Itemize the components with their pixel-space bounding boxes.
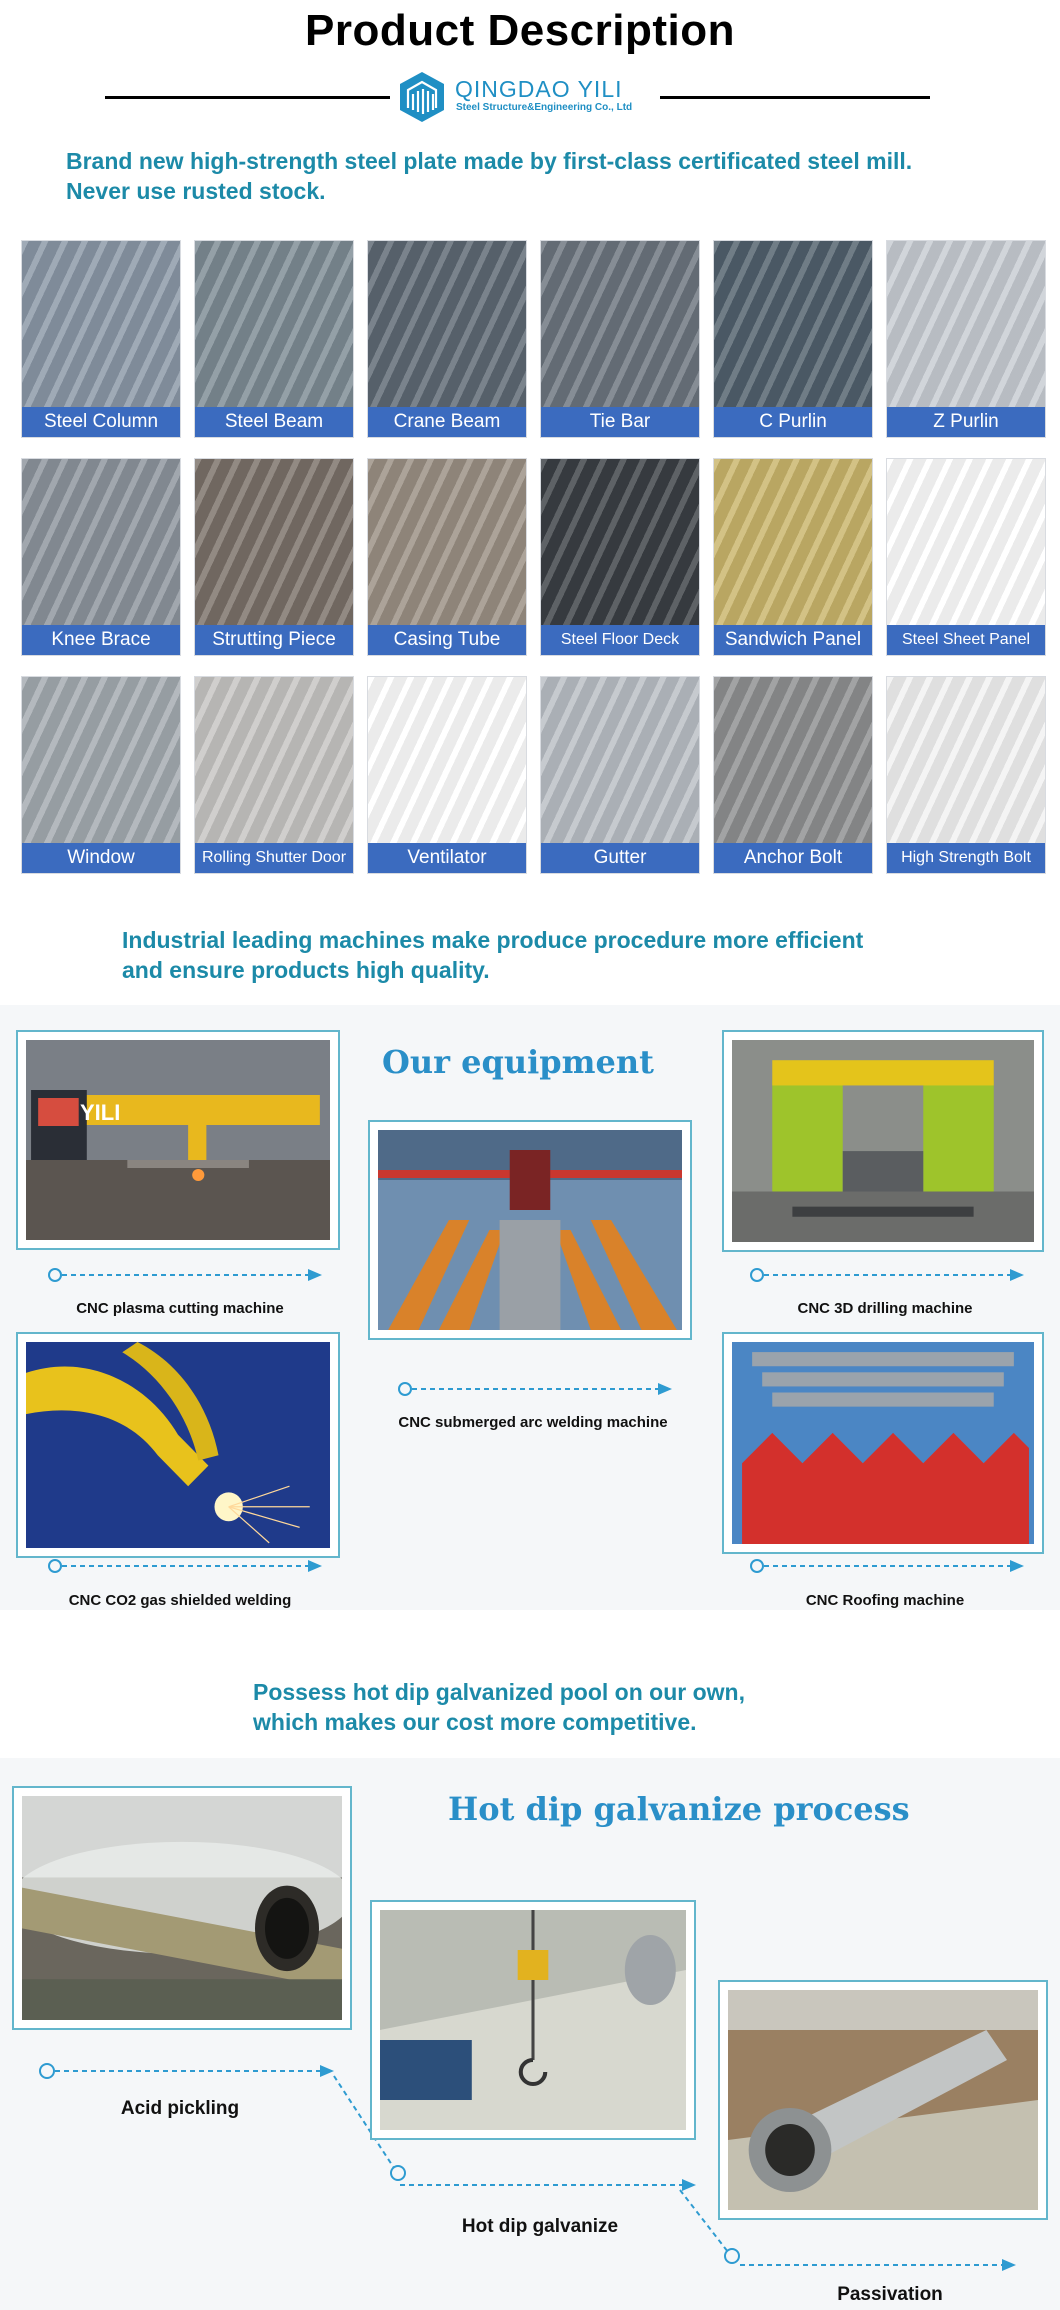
acid-pickling-icon — [22, 1796, 342, 2020]
ventilator-photo — [368, 677, 526, 843]
plasma-cutting-machine-icon — [26, 1040, 330, 1240]
casing-tube-photo — [368, 459, 526, 625]
product-card — [886, 240, 1046, 438]
product-label: Sandwich Panel — [714, 625, 872, 655]
submerged-arc-welding-photo — [368, 1120, 692, 1340]
product-card — [367, 458, 527, 656]
sandwich-panel-photo — [714, 459, 872, 625]
yili-machine-mark: YILI — [80, 1100, 121, 1125]
product-card — [713, 240, 873, 438]
product-card — [367, 240, 527, 438]
intro-quality-line-1: Brand new high-strength steel plate made by first-class certificated steel mill. — [66, 148, 913, 174]
caption-plasma-cutting: CNC plasma cutting machine — [76, 1300, 284, 1317]
acid-pickling-photo — [12, 1786, 352, 2030]
product-card — [194, 676, 354, 874]
caption-submerged-arc-welding: CNC submerged arc welding machine — [398, 1414, 668, 1431]
product-label: Ventilator — [368, 843, 526, 873]
product-card — [540, 676, 700, 874]
galvanize-title: Hot dip galvanize process — [448, 1790, 910, 1828]
product-label: Steel Sheet Panel — [887, 625, 1045, 655]
product-label: Rolling Shutter Door — [195, 843, 353, 873]
product-label: Anchor Bolt — [714, 843, 872, 873]
product-label: Strutting Piece — [195, 625, 353, 655]
product-card — [194, 240, 354, 438]
product-card — [886, 458, 1046, 656]
product-card — [21, 458, 181, 656]
intro-galvanize-line-2: which makes our cost more competitive. — [253, 1709, 697, 1735]
product-label: Casing Tube — [368, 625, 526, 655]
intro-machines-text — [122, 925, 1022, 985]
arrow-drilling — [748, 1266, 1028, 1284]
arrow-hot-dip — [400, 2176, 700, 2194]
window-photo — [22, 677, 180, 843]
rolling-shutter-door-photo — [195, 677, 353, 843]
caption-passivation: Passivation — [837, 2284, 943, 2305]
arrow-passivation — [740, 2256, 1020, 2274]
product-label: Gutter — [541, 843, 699, 873]
caption-hot-dip-galvanize: Hot dip galvanize — [461, 2216, 619, 2237]
caption-roofing: CNC Roofing machine — [805, 1592, 965, 1609]
product-label: Crane Beam — [368, 407, 526, 437]
product-card — [21, 240, 181, 438]
tie-bar-photo — [541, 241, 699, 407]
intro-galvanize-line-1: Possess hot dip galvanized pool on our own, — [253, 1679, 745, 1705]
brand-name: QINGDAO YILI — [455, 76, 623, 102]
product-label: Steel Beam — [195, 407, 353, 437]
product-label: Steel Floor Deck — [541, 625, 699, 655]
plasma-cutting-photo — [16, 1030, 340, 1250]
arrow-roofing — [748, 1557, 1028, 1575]
intro-machines-line-1: Industrial leading machines make produce procedure more efficient — [122, 927, 864, 953]
roofing-machine-icon — [732, 1342, 1034, 1544]
arrow-acid-pickling — [38, 2062, 338, 2080]
product-label: Steel Column — [22, 407, 180, 437]
hot-dip-galvanize-icon — [380, 1910, 686, 2130]
product-grid — [0, 0, 1060, 900]
product-label: Tie Bar — [541, 407, 699, 437]
product-label: Window — [22, 843, 180, 873]
product-card — [713, 676, 873, 874]
caption-3d-drilling: CNC 3D drilling machine — [797, 1300, 973, 1317]
product-card — [886, 676, 1046, 874]
steel-column-photo — [22, 241, 180, 407]
page-title: Product Description — [305, 6, 735, 55]
product-label: Knee Brace — [22, 625, 180, 655]
product-label: High Strength Bolt — [887, 843, 1045, 873]
drilling-machine-icon — [732, 1040, 1034, 1242]
caption-acid-pickling: Acid pickling — [120, 2098, 240, 2119]
passivation-photo — [718, 1980, 1048, 2220]
product-card — [21, 676, 181, 874]
submerged-arc-welding-icon — [378, 1130, 682, 1330]
drilling-photo — [722, 1030, 1044, 1252]
product-card — [713, 458, 873, 656]
intro-quality-line-2: Never use rusted stock. — [66, 178, 326, 204]
product-card — [540, 458, 700, 656]
high-strength-bolt-photo — [887, 677, 1045, 843]
z-purlin-photo — [887, 241, 1045, 407]
arrow-plasma — [46, 1266, 326, 1284]
equipment-title: Our equipment — [382, 1043, 654, 1081]
passivation-icon — [728, 1990, 1038, 2210]
intro-machines-line-2: and ensure products high quality. — [122, 957, 490, 983]
roofing-machine-photo — [722, 1332, 1044, 1554]
hot-dip-galvanize-photo — [370, 1900, 696, 2140]
steel-sheet-panel-photo — [887, 459, 1045, 625]
crane-beam-photo — [368, 241, 526, 407]
c-purlin-photo — [714, 241, 872, 407]
product-card — [194, 458, 354, 656]
co2-welding-photo — [16, 1332, 340, 1558]
gutter-photo — [541, 677, 699, 843]
anchor-bolt-photo — [714, 677, 872, 843]
steel-beam-photo — [195, 241, 353, 407]
arrow-co2-welding — [46, 1557, 326, 1575]
strutting-piece-photo — [195, 459, 353, 625]
product-label: Z Purlin — [887, 407, 1045, 437]
steel-floor-deck-photo — [541, 459, 699, 625]
product-label: C Purlin — [714, 407, 872, 437]
caption-co2-welding: CNC CO2 gas shielded welding — [68, 1592, 292, 1609]
product-card — [367, 676, 527, 874]
intro-galvanize-text — [253, 1677, 1013, 1737]
arrow-submerged-arc — [396, 1380, 676, 1398]
brand-subtitle: Steel Structure&Engineering Co., Ltd — [456, 102, 633, 113]
product-card — [540, 240, 700, 438]
knee-brace-photo — [22, 459, 180, 625]
robot-welding-icon — [26, 1342, 330, 1548]
